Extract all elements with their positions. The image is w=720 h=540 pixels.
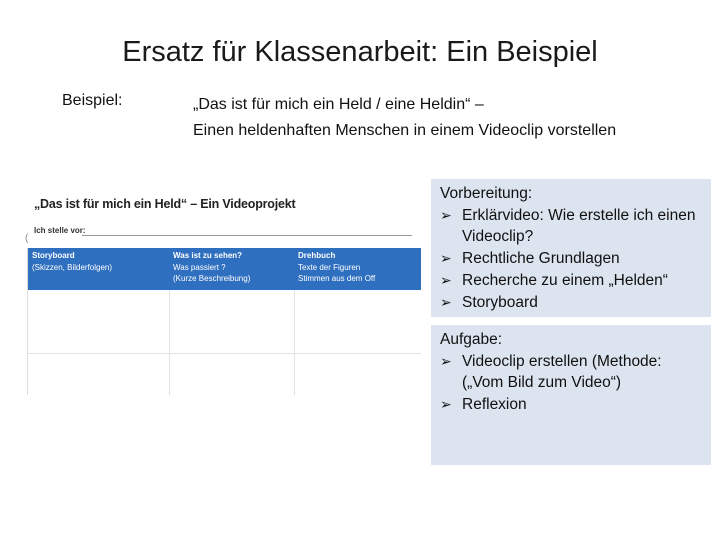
column-note: Stimmen aus dem Off (298, 274, 376, 283)
list-item (440, 270, 703, 292)
list-item-text: Storyboard (462, 293, 538, 311)
slide-title: Ersatz für Klassenarbeit: Ein Beispiel (122, 36, 598, 68)
column-header: Was ist zu sehen? (173, 251, 243, 260)
preparation-list (440, 205, 703, 314)
sheet-column-script (294, 248, 421, 290)
table-divider (28, 353, 421, 354)
column-note: Texte der Figuren (298, 262, 361, 272)
column-header: Drehbuch (298, 251, 336, 260)
sheet-edge-mark: ( (25, 233, 29, 244)
list-item-text: Videoclip erstellen (Methode: („Vom Bild zum Video“) (462, 352, 662, 392)
arrow-bullet-icon: ➢ (440, 352, 452, 369)
list-item (440, 394, 703, 416)
sheet-column-description (169, 248, 294, 290)
preparation-box (431, 179, 711, 317)
list-item (440, 351, 703, 394)
table-divider (169, 290, 170, 395)
sheet-table-header (28, 248, 421, 290)
list-item-text: Reflexion (462, 396, 527, 414)
table-divider (294, 290, 295, 395)
arrow-bullet-icon: ➢ (440, 271, 452, 288)
list-item-text: Rechtliche Grundlagen (462, 250, 620, 268)
task-heading: Aufgabe: (440, 331, 503, 348)
subtitle-line-1: „Das ist für mich ein Held / eine Heldin“ – (193, 96, 484, 113)
list-item-text: Recherche zu einem „Helden“ (462, 271, 668, 289)
task-box (431, 325, 711, 465)
sheet-title: „Das ist für mich ein Held“ – Ein Videoprojekt (34, 197, 296, 211)
arrow-bullet-icon: ➢ (440, 206, 452, 223)
list-item (440, 292, 703, 314)
sheet-column-storyboard (28, 248, 169, 290)
list-item-text: Erklärvideo: Wie erstelle ich einen Videoclip? (462, 206, 696, 246)
list-item (440, 205, 703, 248)
task-list (440, 351, 703, 416)
example-label: Beispiel: (62, 92, 123, 109)
list-item (440, 248, 703, 270)
arrow-bullet-icon: ➢ (440, 293, 452, 310)
arrow-bullet-icon: ➢ (440, 396, 452, 413)
column-note: (Skizzen, Bilderfolgen) (32, 262, 113, 272)
arrow-bullet-icon: ➢ (440, 250, 452, 267)
video-project-sheet (22, 185, 424, 397)
sheet-table (27, 248, 421, 395)
column-note: (Kurze Beschreibung) (173, 274, 251, 283)
column-header: Storyboard (32, 251, 75, 260)
sheet-presenter-line (82, 235, 412, 236)
example-subtitle (193, 92, 616, 144)
sheet-presenter-label: Ich stelle vor: (34, 226, 86, 235)
column-note: Was passiert ? (173, 262, 226, 272)
subtitle-line-2: Einen heldenhaften Menschen in einem Videoclip vorstellen (193, 122, 617, 139)
preparation-heading: Vorbereitung: (440, 185, 533, 202)
